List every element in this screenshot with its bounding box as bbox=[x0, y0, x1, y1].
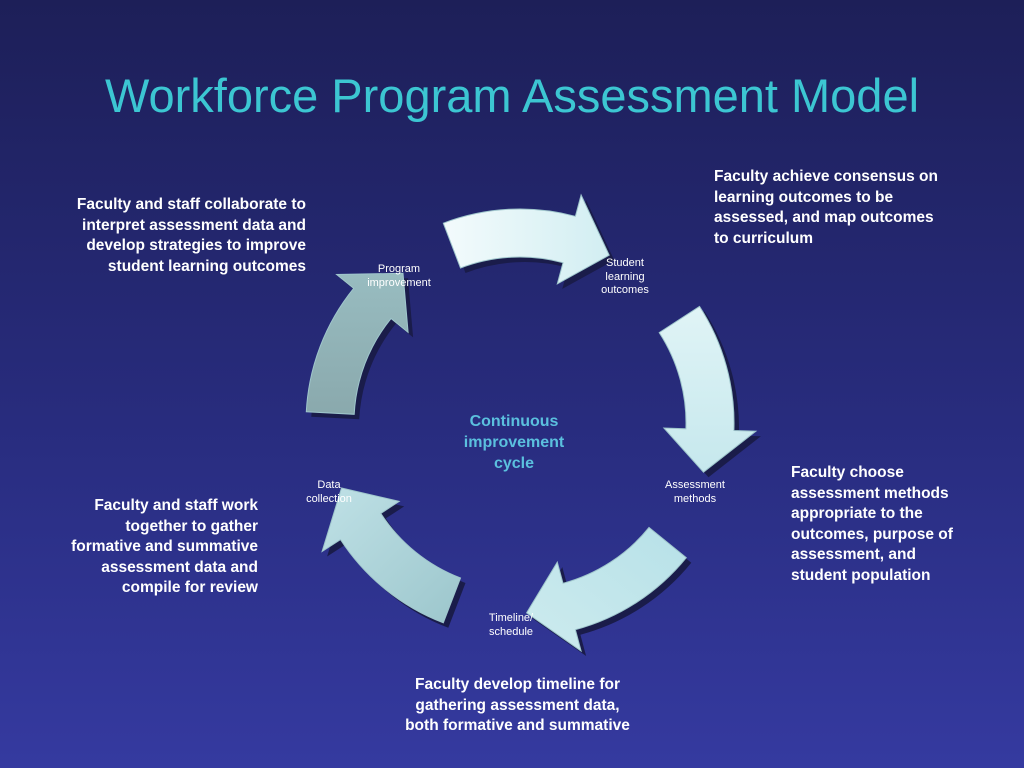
node-label-program-improvement: Program improvement bbox=[367, 263, 431, 289]
description-program-improvement: Faculty and staff collaborate to interpret assessment data and develop strategies to improve student learning outcomes bbox=[76, 196, 306, 275]
description-methods: Faculty choose assessment methods appropriate to the outcomes, purpose of assessment, and student population bbox=[791, 464, 953, 584]
page-title: Workforce Program Assessment Model bbox=[104, 69, 920, 122]
description-data-collection: Faculty and staff work together to gather formative and summative assessment data and compile for review bbox=[71, 497, 258, 596]
node-label-timeline-schedule: Timeline/ schedule bbox=[488, 612, 534, 638]
node-label-assessment-methods: Assessment methods bbox=[665, 479, 725, 505]
description-timeline: Faculty develop timeline for gathering assessment data, both formative and summative bbox=[405, 676, 630, 734]
node-label-data-collection: Data collection bbox=[306, 479, 352, 505]
description-outcomes: Faculty achieve consensus on learning outcomes to be assessed, and map outcomes to curriculum bbox=[714, 168, 938, 247]
node-label-student-learning-outcomes: Student learning outcomes bbox=[601, 257, 649, 296]
center-label: Continuous improvement cycle bbox=[463, 413, 565, 472]
